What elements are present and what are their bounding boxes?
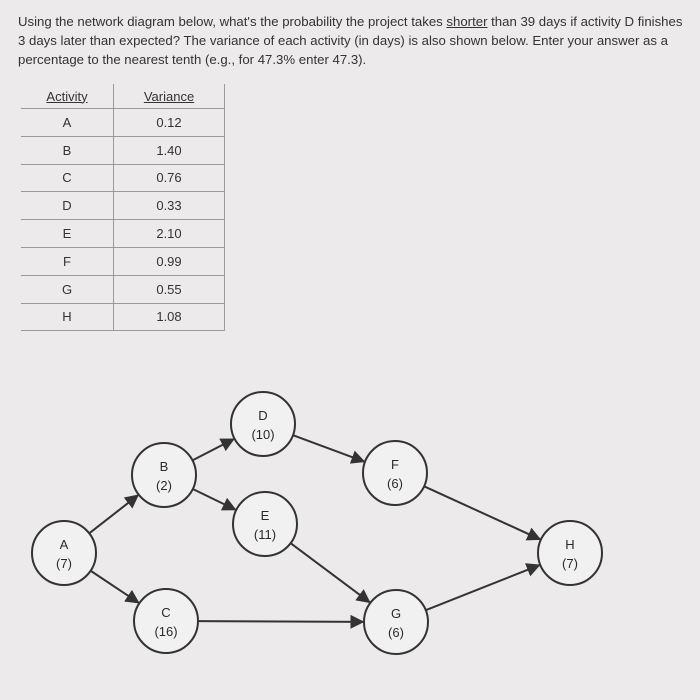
- node-B: [132, 443, 196, 507]
- node-circle: [538, 521, 602, 585]
- edge-F-H: [424, 486, 540, 539]
- node-id-label: E: [260, 508, 270, 523]
- question-part1: Using the network diagram below, what's the probability the project takes: [18, 14, 447, 29]
- network-nodes: [32, 392, 602, 654]
- variance-cell: 0.12: [114, 109, 225, 137]
- activity-cell: F: [21, 247, 114, 275]
- header-variance: Variance: [114, 84, 225, 109]
- activity-cell: H: [21, 303, 114, 331]
- node-duration-label: (10): [251, 427, 275, 442]
- node-circle: [364, 590, 428, 654]
- node-duration-label: (11): [253, 527, 277, 542]
- node-G: [364, 590, 428, 654]
- activity-cell: A: [21, 109, 114, 137]
- edge-G-H: [426, 565, 540, 610]
- node-circle: [233, 492, 297, 556]
- node-A: [32, 521, 96, 585]
- node-circle: [231, 392, 295, 456]
- node-duration-label: (7): [562, 556, 578, 571]
- node-duration-label: (6): [388, 625, 404, 640]
- node-duration-label: (6): [387, 476, 403, 491]
- activity-cell: C: [21, 164, 114, 192]
- activity-cell: E: [21, 220, 114, 248]
- node-circle: [32, 521, 96, 585]
- question-part2: than 39 days if activity D finishes 3 days later than expected? The variance of each activity (in days) is also shown below. Enter your answer as a percentage to the nearest tenth (e.g., for 47.3% enter 47.3).: [18, 14, 683, 67]
- node-duration-label: (16): [154, 624, 178, 639]
- node-H: [538, 521, 602, 585]
- node-E: [233, 492, 297, 556]
- node-id-label: H: [565, 537, 575, 552]
- edge-C-G: [198, 621, 363, 622]
- variance-cell: 0.76: [114, 164, 225, 192]
- variance-cell: 0.33: [114, 192, 225, 220]
- node-F: [363, 441, 427, 505]
- node-id-label: G: [390, 606, 402, 621]
- node-id-label: B: [159, 459, 169, 474]
- node-duration-label: (2): [156, 478, 172, 493]
- node-duration-label: (7): [56, 556, 72, 571]
- node-circle: [132, 443, 196, 507]
- activity-cell: B: [21, 136, 114, 164]
- edge-B-E: [193, 489, 236, 510]
- activity-cell: D: [21, 192, 114, 220]
- edge-A-B: [89, 495, 138, 533]
- variance-cell: 1.40: [114, 136, 225, 164]
- node-id-label: F: [391, 457, 399, 472]
- edge-A-C: [91, 571, 139, 603]
- variance-cell: 1.08: [114, 303, 225, 331]
- edge-B-D: [192, 439, 233, 460]
- variance-cell: 2.10: [114, 220, 225, 248]
- node-id-label: C: [161, 605, 171, 620]
- node-id-label: D: [258, 408, 268, 423]
- node-circle: [363, 441, 427, 505]
- node-circle: [134, 589, 198, 653]
- activity-cell: G: [21, 275, 114, 303]
- edge-D-F: [293, 435, 364, 461]
- edge-E-G: [291, 543, 370, 602]
- node-D: [231, 392, 295, 456]
- variance-cell: 0.55: [114, 275, 225, 303]
- question-underlined-word: shorter: [446, 14, 488, 29]
- variance-cell: 0.99: [114, 247, 225, 275]
- node-id-label: A: [59, 537, 69, 552]
- node-C: [134, 589, 198, 653]
- header-activity: Activity: [21, 84, 114, 109]
